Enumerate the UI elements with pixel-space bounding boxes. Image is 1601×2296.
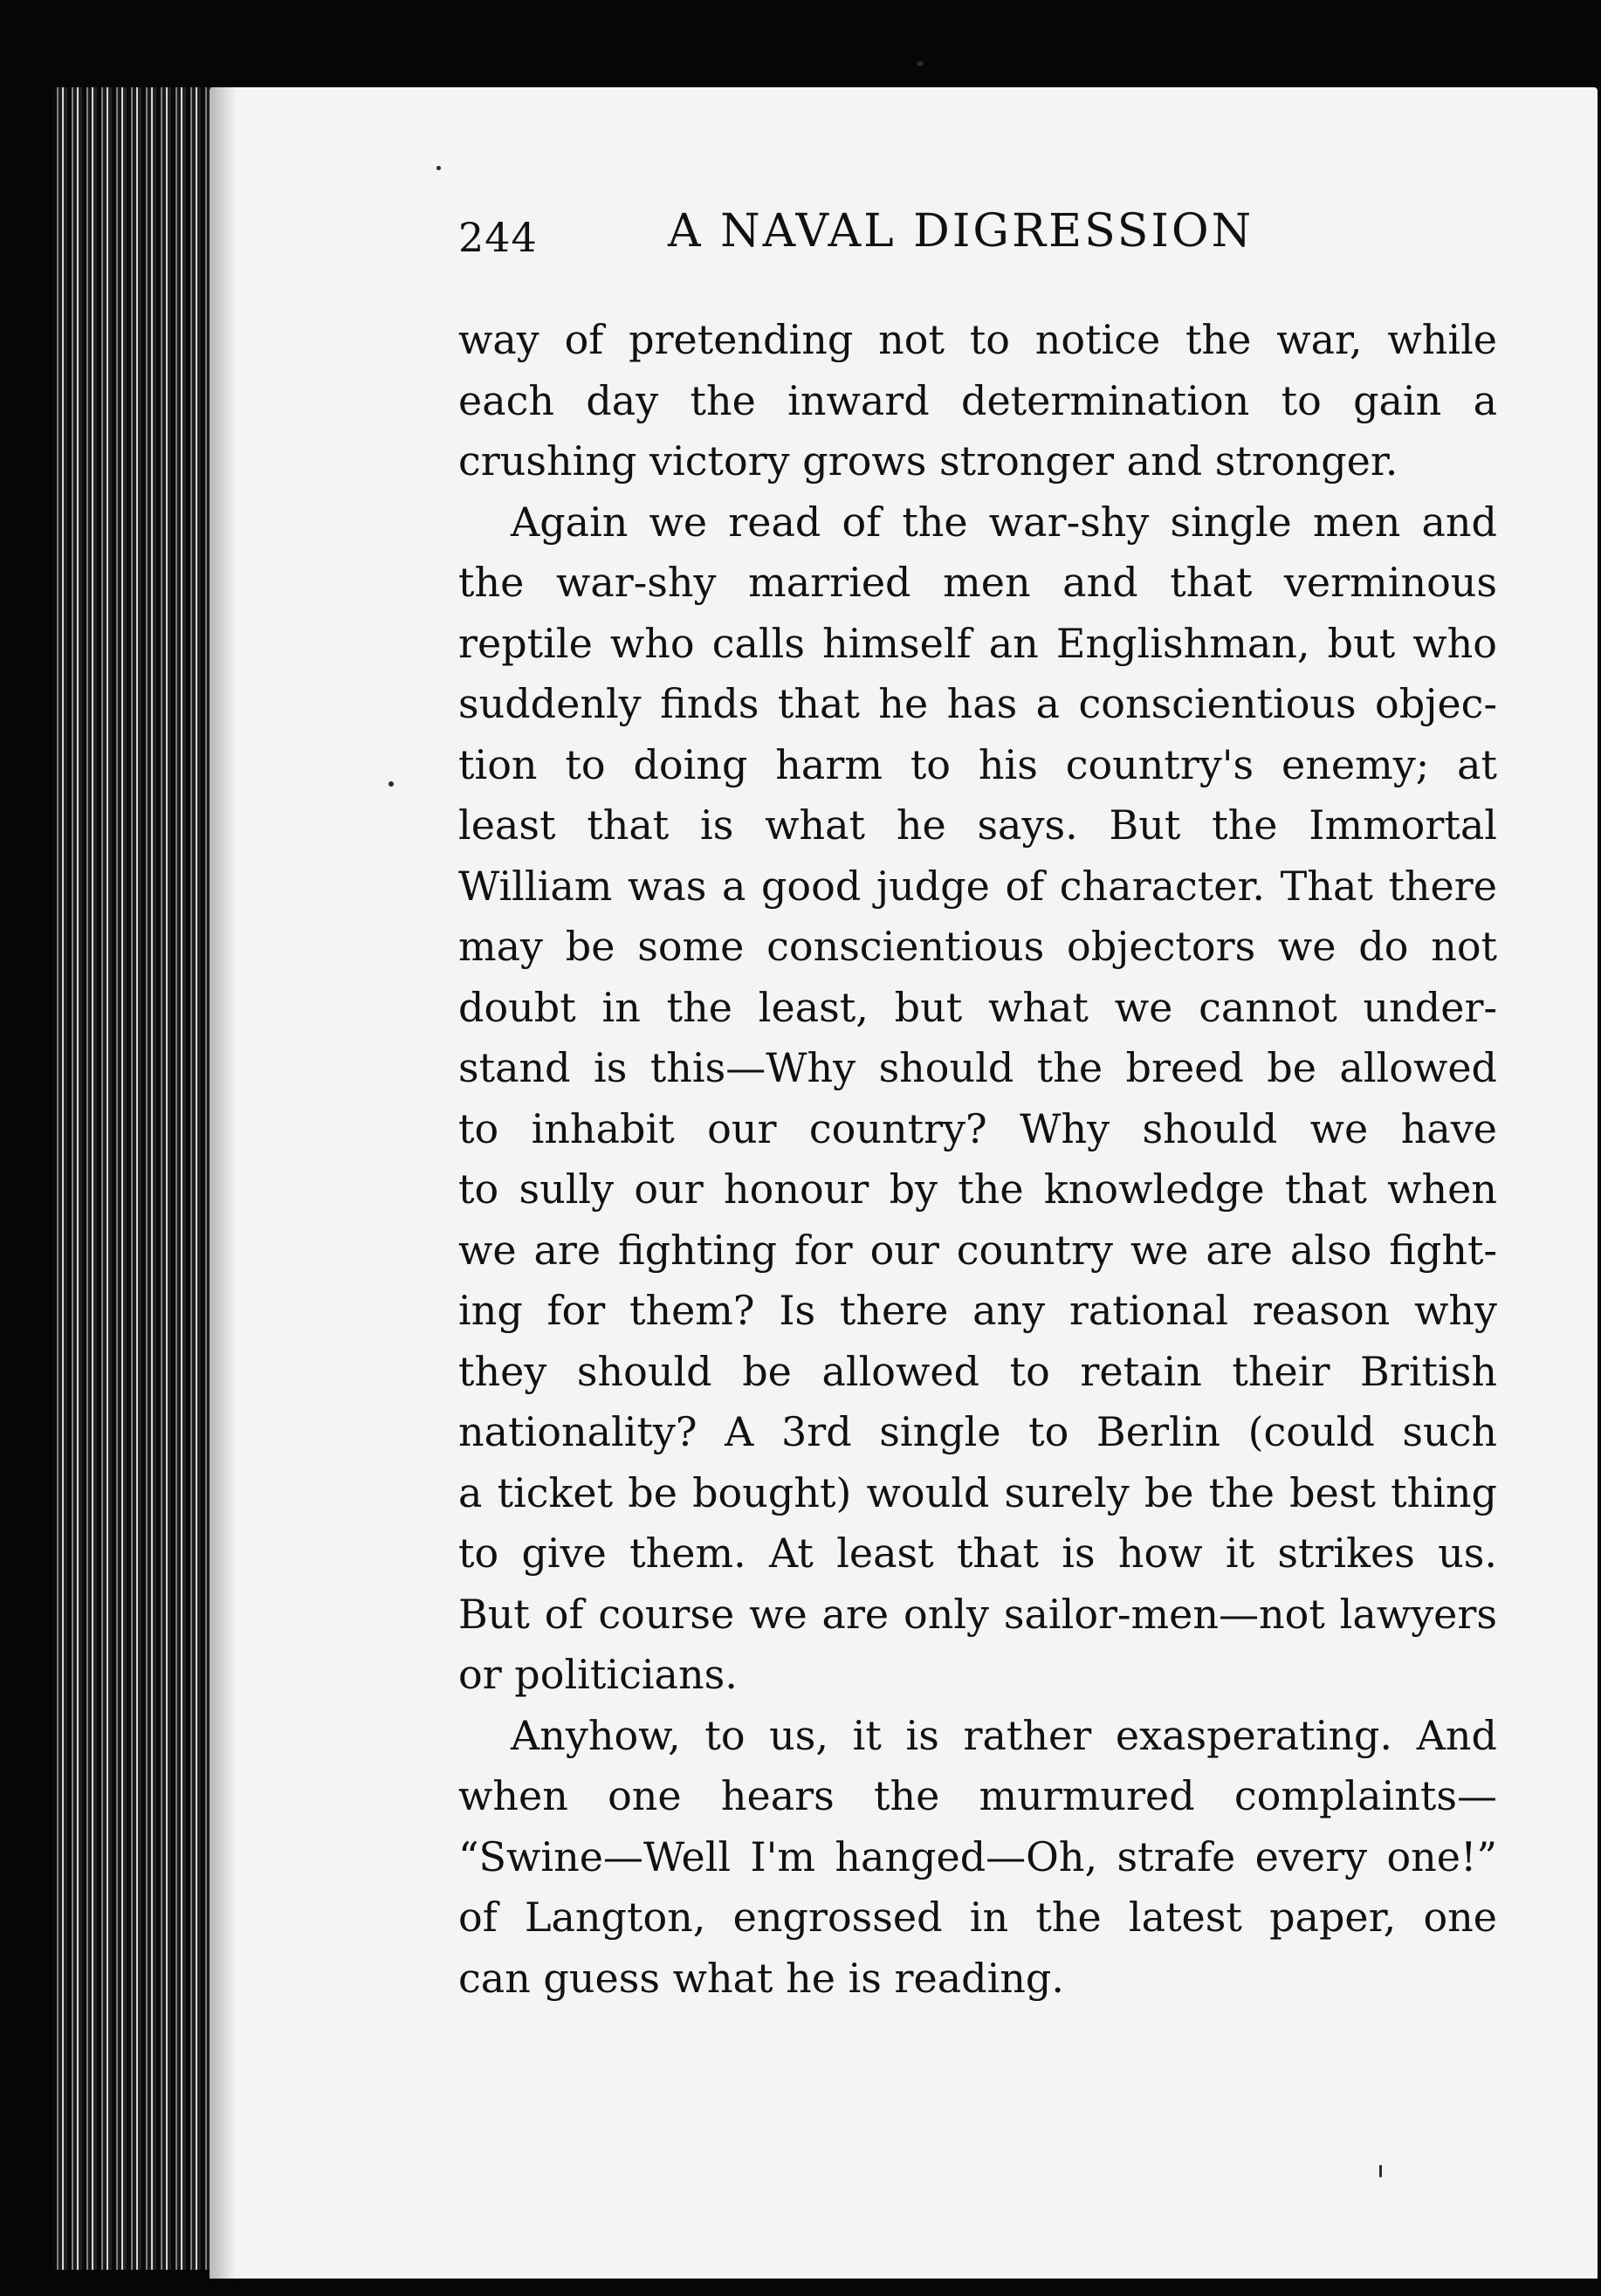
text-line: stand is this—Why should the breed be allowed: [458, 1044, 1497, 1091]
text-line: But of course we are only sailor-men—not lawyers: [458, 1590, 1497, 1638]
text-line: Again we read of the war-shy single men and: [511, 498, 1497, 546]
paragraph: [458, 1706, 1497, 2010]
dust-speck: [1379, 2165, 1382, 2177]
text-line: can guess what he is reading.: [458, 1954, 1064, 2002]
page-number: 244: [458, 214, 538, 261]
text-line: “Swine—Well I'm hanged—Oh, strafe every one!”: [458, 1832, 1497, 1880]
body-text: [458, 310, 1497, 2009]
text-line: ing for them? Is there any rational reason why: [458, 1287, 1497, 1334]
book-page-edges: [52, 87, 218, 2270]
text-line: tion to doing harm to his country's enemy; at: [458, 740, 1497, 788]
text-line: the war-shy married men and that verminous: [458, 559, 1497, 606]
text-line: reptile who calls himself an Englishman, but who: [458, 619, 1497, 667]
text-line: to inhabit our country? Why should we have: [458, 1104, 1497, 1152]
text-line: or politicians.: [458, 1651, 738, 1698]
text-line: way of pretending not to notice the war, while: [458, 316, 1497, 363]
paragraph: [458, 310, 1497, 492]
text-line: least that is what he says. But the Immortal: [458, 801, 1497, 849]
gutter-shadow: [210, 87, 236, 2279]
text-line: each day the inward determination to gain a: [458, 376, 1497, 424]
text-line: they should be allowed to retain their British: [458, 1347, 1497, 1395]
dust-speck: [388, 781, 394, 787]
text-line: of Langton, engrossed in the latest paper, one: [458, 1894, 1497, 1941]
text-line: to sully our honour by the knowledge that when: [458, 1165, 1497, 1213]
text-line: a ticket be bought) would surely be the best thing: [458, 1468, 1497, 1516]
text-line: William was a good judge of character. That there: [458, 862, 1497, 910]
text-line: we are fighting for our country we are also fight-: [458, 1226, 1497, 1274]
text-line: doubt in the least, but what we cannot under-: [458, 983, 1497, 1031]
paragraph: [458, 492, 1497, 1706]
running-head: A NAVAL DIGRESSION: [668, 205, 1254, 258]
text-line: Anyhow, to us, it is rather exasperating. And: [511, 1711, 1497, 1759]
text-line: suddenly finds that he has a conscientious objec-: [458, 680, 1497, 727]
text-line: nationality? A 3rd single to Berlin (could such: [458, 1408, 1497, 1455]
dust-speck: [917, 61, 924, 66]
text-line: crushing victory grows stronger and stronger.: [458, 437, 1398, 485]
page-header: [458, 205, 1510, 275]
text-line: when one hears the murmured complaints—: [458, 1772, 1497, 1819]
dust-speck: [436, 166, 441, 170]
text-line: to give them. At least that is how it strikes us.: [458, 1530, 1497, 1577]
text-line: may be some conscientious objectors we do not: [458, 923, 1497, 970]
